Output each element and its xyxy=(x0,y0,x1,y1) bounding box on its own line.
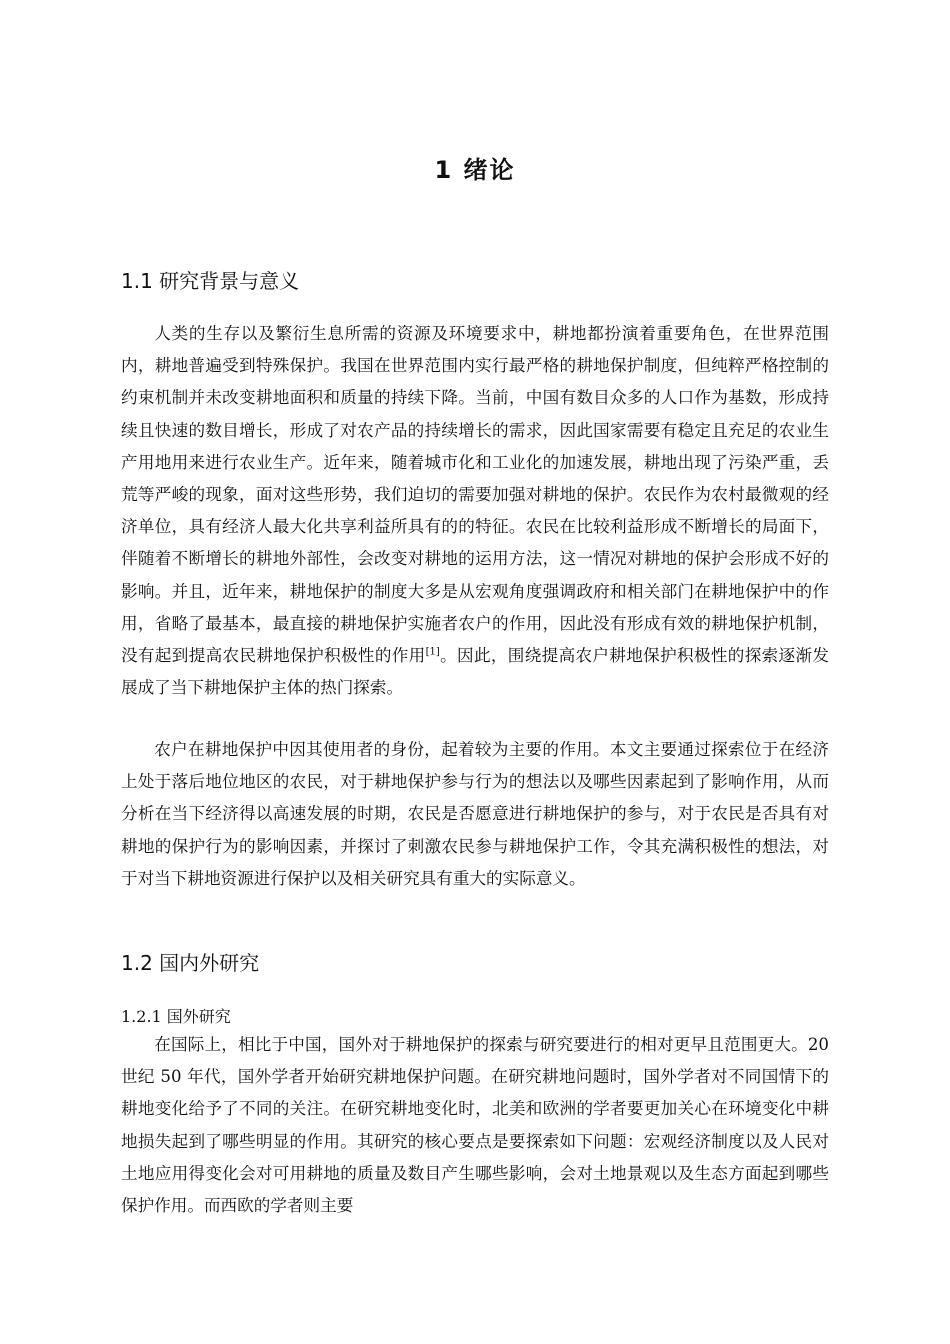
section-heading-1-1: 1.1 研究背景与意义 xyxy=(121,269,300,293)
paragraph-foreign-research: 在国际上，相比于中国，国外对于耕地保护的探索与研究要进行的相对更早且范围更大。20 世纪 50 年代，国外学者开始研究耕地保护问题。在研究耕地问题时，国外学者对不同国情下的耕地变化给予了不同的关注。在研究耕地变化时，北美和欧洲的学者要更加关心在环境变化中耕地损失起到了哪些明显的作用。其研究的核心要点是要探索如下问题：宏观经济制度以及人民对土地应用得变化会对可用耕地的质量及数目产生哪些影响，会对土地景观以及生态方面起到哪些保护作用。而西欧的学者则主要 xyxy=(121,1035,829,1216)
paragraph-text: 。因此，围绕提高农户耕地保护积极性的探索逐渐发展成了当下耕地保护主体的热门探索。 xyxy=(121,646,830,698)
paragraph-background-1 xyxy=(121,318,829,704)
chapter-title: 1 绪论 xyxy=(434,156,516,184)
paragraph-background-2: 农户在耕地保护中因其使用者的身份，起着较为主要的作用。本文主要通过探索位于在经济上处于落后地位地区的农民，对于耕地保护参与行为的想法以及哪些因素起到了影响作用，从而分析在当下经济得以高速发展的时期，农民是否愿意进行耕地保护的参与，对于农民是否具有对耕地的保护行为的影响因素，并探讨了刺激农民参与耕地保护工作，令其充满积极性的想法，对于对当下耕地资源进行保护以及相关研究具有重大的实际意义。 xyxy=(121,740,829,888)
citation-ref[interactable]: [1] xyxy=(425,646,440,658)
subsection-heading-1-2-1: 1.2.1 国外研究 xyxy=(121,1007,231,1026)
paragraph-text: 人类的生存以及繁衍生息所需的资源及环境要求中，耕地都扮演着重要角色，在世界范围内，耕地普遍受到特殊保护。我国在世界范围内实行最严格的耕地保护制度，但纯粹严格控制的约束机制并未改变耕地面积和质量的持续下降。当前，中国有数目众多的人口作为基数，形成持续且快速的数目增长，形成了对农产品的持续增长的需求，因此国家需要有稳定且充足的农业生产用地用来进行农业生产。近年来，随着城市化和工业化的加速发展，耕地出现了污染严重，丢荒等严峻的现象，面对这些形势，我们迫切的需要加强对耕地的保护。农民作为农村最微观的经济单位，具有经济人最大化共享利益所具有的的特征。农民在比较利益形成不断增长的局面下，伴随着不断增长的耕地外部性，会改变对耕地的运用方法，这一情况对耕地的保护会形成不好的影响。并且，近年来，耕地保护的制度大多是从宏观角度强调政府和相关部门在耕地保护中的作用，省略了最基本，最直接的耕地保护实施者农户的作用，因此没有形成有效的耕地保护机制，没有起到提高农民耕地保护积极性的作用 xyxy=(121,324,829,666)
section-heading-1-2: 1.2 国内外研究 xyxy=(121,951,260,975)
